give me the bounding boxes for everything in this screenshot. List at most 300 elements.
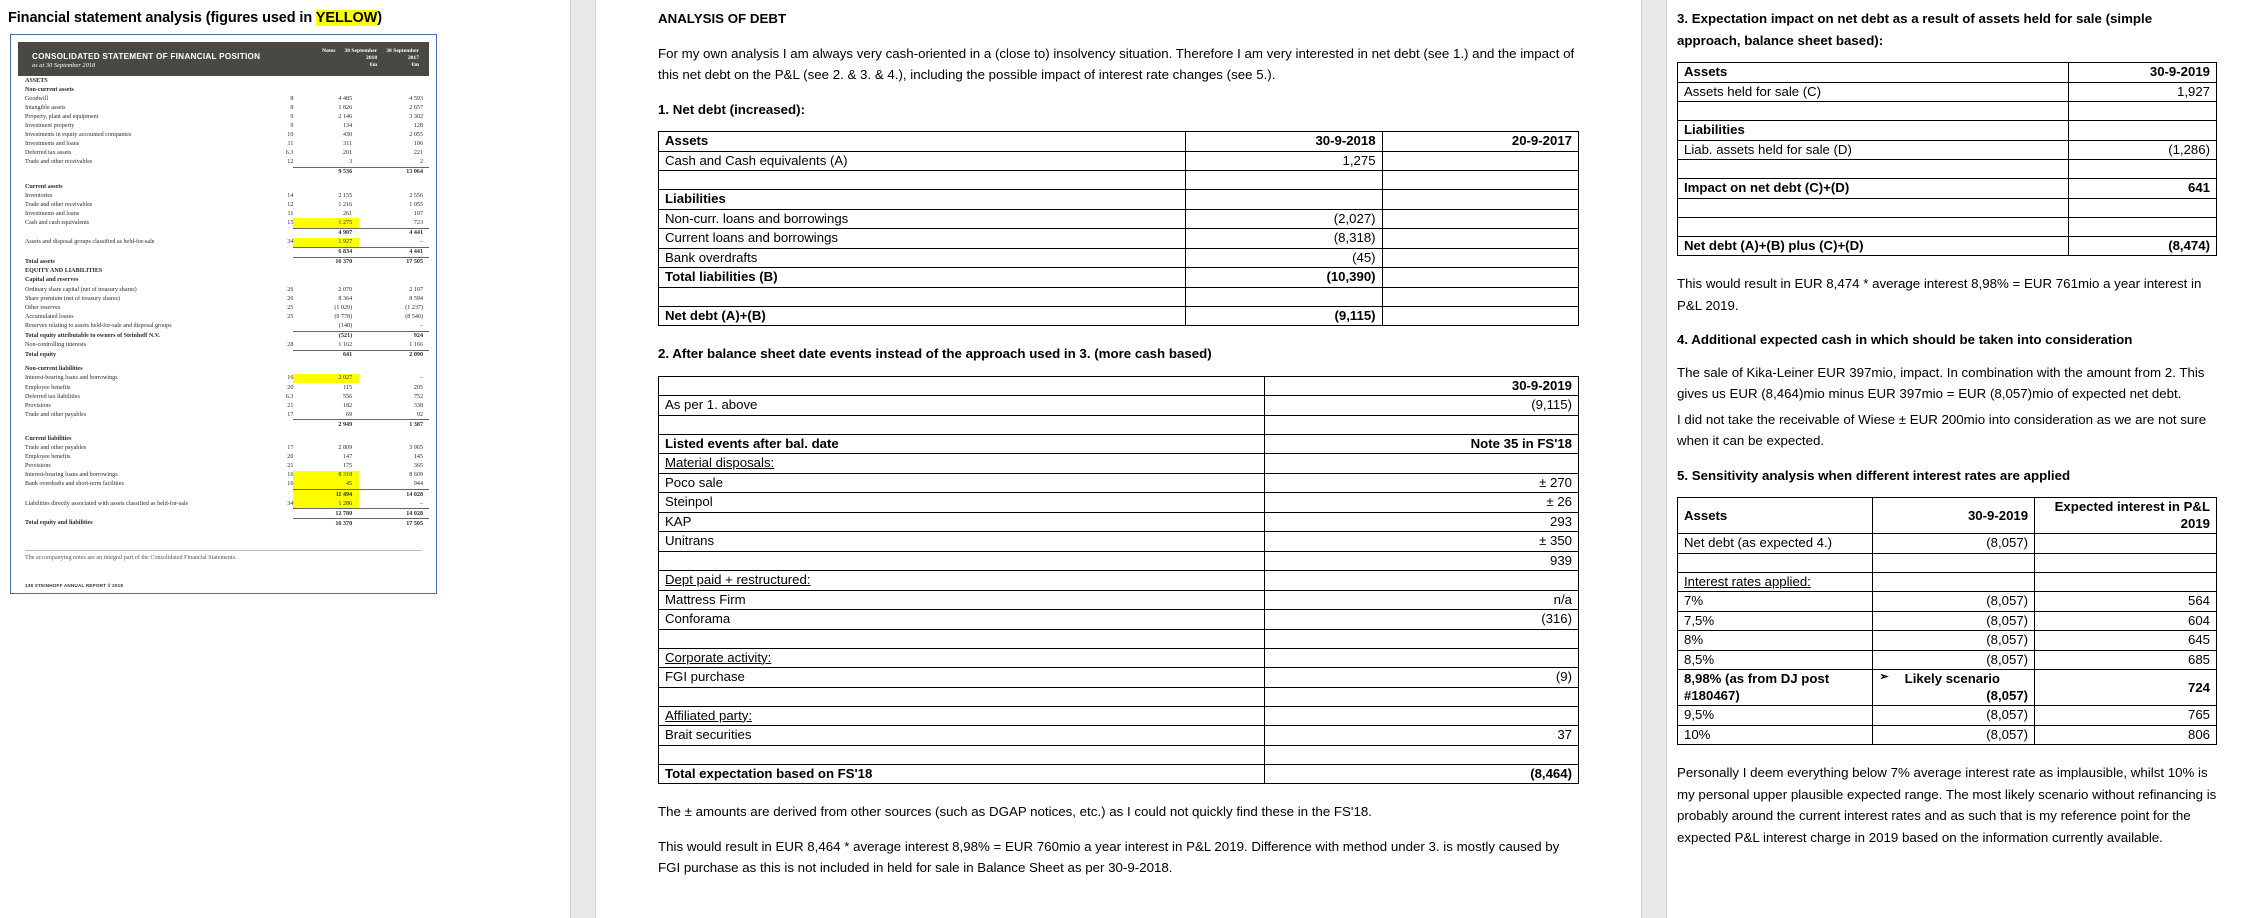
table-row bbox=[18, 420, 429, 430]
table-row bbox=[18, 209, 429, 218]
row-label: Provisions bbox=[25, 463, 51, 470]
table-row bbox=[659, 590, 1579, 610]
middle-column bbox=[596, 0, 1641, 918]
row-label: Material disposals: bbox=[659, 454, 1265, 474]
table-row bbox=[1678, 534, 2217, 554]
row-label: Trade and other receivables bbox=[25, 159, 93, 166]
table-row bbox=[659, 473, 1579, 493]
row-label: Total equity attributable to owners of Steinhoff N.V. bbox=[25, 332, 160, 339]
row-label: Trade and other payables bbox=[25, 445, 87, 452]
row-value-2018: 311 bbox=[343, 141, 353, 148]
row-label: 8,98% (as from DJ post #180467) bbox=[1678, 670, 1873, 706]
row-value-2017 bbox=[359, 267, 429, 276]
table-header-row bbox=[1678, 498, 2217, 534]
page-gutter-2 bbox=[1641, 0, 1667, 918]
row-label: Total liabilities (B) bbox=[659, 268, 1186, 288]
row-value: (8,057) bbox=[1873, 534, 2035, 554]
table-row bbox=[18, 509, 429, 519]
row-value-2017: 3 965 bbox=[409, 445, 423, 452]
row-value bbox=[1382, 209, 1578, 229]
row-value-2017: – bbox=[419, 322, 423, 329]
row-value bbox=[2068, 160, 2216, 179]
row-note: 11 bbox=[287, 141, 294, 148]
row-value bbox=[1382, 248, 1578, 268]
row-value: (8,057) bbox=[1873, 725, 2035, 745]
row-note: 26 bbox=[287, 295, 294, 302]
table-row bbox=[659, 687, 1579, 706]
table-row bbox=[659, 268, 1579, 288]
row-label bbox=[1678, 198, 2069, 217]
row-value: (8,057) bbox=[1873, 631, 2035, 651]
table-row bbox=[18, 471, 429, 480]
row-label: Investments and loans bbox=[25, 210, 80, 217]
row-value bbox=[1382, 306, 1578, 326]
row-label: KAP bbox=[659, 512, 1265, 532]
row-value-2017: 924 bbox=[359, 331, 429, 341]
table-row bbox=[1678, 121, 2217, 141]
right-column bbox=[1667, 0, 2217, 918]
row-value bbox=[1264, 648, 1578, 668]
row-value-2017: 14 028 bbox=[359, 509, 429, 519]
row-note: 8 bbox=[290, 104, 294, 111]
table-row bbox=[18, 350, 429, 360]
table-row bbox=[18, 490, 429, 500]
row-value: (8,464) bbox=[1264, 764, 1578, 784]
row-label: Capital and reserves bbox=[25, 277, 79, 284]
after-balance-sheet-events-table bbox=[658, 376, 1579, 785]
row-label: Total equity bbox=[25, 351, 57, 358]
row-label: Non-controlling interests bbox=[25, 342, 87, 349]
table-row bbox=[659, 764, 1579, 784]
row-label: Interest rates applied: bbox=[1678, 572, 1873, 592]
table-row bbox=[18, 158, 429, 168]
row-note bbox=[256, 420, 293, 430]
column-header-2018: 30 September 2018 €m bbox=[344, 48, 378, 69]
row-value-2017: 17 505 bbox=[359, 257, 429, 267]
row-label: Dept paid + restructured: bbox=[659, 571, 1265, 591]
row-label: Liabilities bbox=[659, 190, 1186, 210]
row-note: 9 bbox=[290, 122, 294, 129]
table-row bbox=[18, 444, 429, 453]
table-row bbox=[1678, 140, 2217, 160]
row-label bbox=[659, 745, 1265, 764]
row-label bbox=[659, 415, 1265, 434]
row-value: (8,057) bbox=[1873, 611, 2035, 631]
row-label: Accumulated losses bbox=[25, 313, 74, 320]
row-label: Current loans and borrowings bbox=[659, 229, 1186, 249]
row-value: (45) bbox=[1186, 248, 1382, 268]
row-value bbox=[1382, 268, 1578, 288]
assets-held-for-sale-table bbox=[1677, 62, 2217, 256]
page-title: Financial statement analysis (figures used in YELLOW) bbox=[8, 10, 382, 26]
table-row bbox=[18, 341, 429, 351]
row-label: Total expectation based on FS'18 bbox=[659, 764, 1265, 784]
row-note: 16 bbox=[287, 375, 294, 382]
row-value: 645 bbox=[2035, 631, 2217, 651]
column-header-2017: 30 September 2017 €m bbox=[386, 48, 419, 69]
table-row bbox=[1678, 706, 2217, 726]
row-value: (8,057) bbox=[1873, 650, 2035, 670]
row-label: ASSETS bbox=[25, 77, 48, 84]
table-row bbox=[18, 218, 429, 228]
row-value-2018: 8 318 bbox=[293, 471, 359, 480]
row-label: Total assets bbox=[25, 258, 55, 265]
row-value-2017: 1 387 bbox=[359, 420, 429, 430]
likely-scenario-arrow-icon: ➢ bbox=[1879, 671, 1889, 684]
row-label: 10% bbox=[1678, 725, 1873, 745]
row-value-2017: (8 540) bbox=[405, 313, 423, 320]
row-label: Liabilities directly associated with assets classified as held-for-sale bbox=[25, 500, 189, 507]
row-note: 34 bbox=[287, 239, 294, 246]
table-row bbox=[18, 480, 429, 490]
table-row bbox=[659, 610, 1579, 630]
row-note bbox=[256, 76, 293, 85]
row-value bbox=[1264, 687, 1578, 706]
table-row bbox=[18, 257, 429, 267]
row-note: 15 bbox=[287, 219, 294, 226]
row-value: (9,115) bbox=[1186, 306, 1382, 326]
table-row bbox=[18, 365, 429, 374]
row-value: ± 350 bbox=[1264, 532, 1578, 552]
row-value: (8,474) bbox=[2068, 236, 2216, 256]
column-header: 20-9-2017 bbox=[1382, 132, 1578, 152]
page-gutter-1 bbox=[570, 0, 596, 918]
row-value-2017: 128 bbox=[413, 122, 423, 129]
row-label: As per 1. above bbox=[659, 396, 1265, 416]
table-row bbox=[18, 112, 429, 121]
analysis-heading: ANALYSIS OF DEBT bbox=[658, 11, 787, 26]
column-header: 30-9-2019 bbox=[1873, 498, 2035, 534]
row-label: Non-curr. loans and borrowings bbox=[659, 209, 1186, 229]
section-3-title: 3. Expectation impact on net debt as a result of assets held for sale (simple approach, balance sheet based): bbox=[1677, 11, 2153, 48]
row-value-2017: 365 bbox=[413, 463, 423, 470]
left-column bbox=[0, 0, 570, 918]
table-row bbox=[659, 551, 1579, 571]
table-row bbox=[18, 285, 429, 294]
row-value-2018: 182 bbox=[342, 402, 353, 409]
row-value-2017: – bbox=[419, 239, 423, 246]
row-label bbox=[659, 687, 1265, 706]
row-value-2018 bbox=[293, 182, 359, 191]
row-value bbox=[1382, 151, 1578, 171]
row-label: Deferred tax assets bbox=[25, 150, 72, 157]
row-value bbox=[2035, 553, 2217, 572]
row-note bbox=[256, 247, 293, 257]
row-value: (10,390) bbox=[1186, 268, 1382, 288]
table-row bbox=[18, 312, 429, 321]
row-value-2017: 8 609 bbox=[409, 472, 423, 479]
row-value-2018: (1 029) bbox=[334, 304, 353, 311]
row-value-2018: 16 370 bbox=[293, 257, 359, 267]
row-note: 25 bbox=[287, 304, 294, 311]
table-row bbox=[659, 512, 1579, 532]
row-note bbox=[256, 509, 293, 519]
table-row bbox=[1678, 670, 2217, 706]
row-value-2017: 3 302 bbox=[409, 113, 423, 120]
row-label: Cash and cash equivalents bbox=[25, 219, 90, 226]
row-value-2017 bbox=[359, 85, 429, 94]
row-label: Current assets bbox=[25, 183, 63, 190]
row-value-2017: 944 bbox=[413, 481, 423, 488]
row-value-2017: 2 556 bbox=[409, 192, 423, 199]
row-label bbox=[18, 420, 256, 430]
row-value: (2,027) bbox=[1186, 209, 1382, 229]
row-label bbox=[1678, 160, 2069, 179]
row-label: Non-current assets bbox=[25, 86, 74, 93]
row-label bbox=[18, 247, 256, 257]
row-value-2018: 556 bbox=[342, 393, 353, 400]
row-value bbox=[2035, 534, 2217, 554]
row-label: Steinpol bbox=[659, 493, 1265, 513]
analysis-intro: For my own analysis I am always very cash-oriented in a (close to) insolvency situation. Therefore I am very interested in net debt (see 1.) and the impact of this net debt on the P&L (see 2. & 3. & 4.), including the possible impact of interest rate changes (see 5.). bbox=[658, 45, 1575, 83]
row-label: Cash and Cash equivalents (A) bbox=[659, 151, 1186, 171]
table-row bbox=[18, 94, 429, 103]
row-value-2017: 4 441 bbox=[359, 228, 429, 238]
table-row bbox=[18, 276, 429, 285]
row-value: (8,057) bbox=[1873, 706, 2035, 726]
note-section-4b: I did not take the receivable of Wiese ± EUR 200mio into consideration as we are not sure when it can be expected. bbox=[1677, 411, 2207, 449]
row-note: 17 bbox=[287, 411, 294, 418]
table-row bbox=[18, 76, 429, 85]
row-value-2018: 175 bbox=[342, 463, 353, 470]
table-row bbox=[18, 267, 429, 276]
row-value bbox=[2068, 217, 2216, 236]
row-value bbox=[1186, 287, 1382, 306]
row-value-2017: 752 bbox=[413, 393, 423, 400]
row-value-2017: 2 090 bbox=[359, 350, 429, 360]
row-value-2017: 723 bbox=[413, 219, 423, 226]
row-value-2018 bbox=[293, 85, 359, 94]
table-row bbox=[659, 571, 1579, 591]
table-row bbox=[18, 121, 429, 130]
row-value-2017: – bbox=[419, 375, 423, 382]
table-row bbox=[1678, 725, 2217, 745]
table-header-row bbox=[1678, 63, 2217, 83]
table-row bbox=[18, 238, 429, 248]
row-value-2017 bbox=[359, 276, 429, 285]
column-header: 30-9-2019 bbox=[1264, 376, 1578, 396]
table-row bbox=[1678, 631, 2217, 651]
row-value: 685 bbox=[2035, 650, 2217, 670]
row-value: ± 270 bbox=[1264, 473, 1578, 493]
row-value-2018: 1 826 bbox=[338, 104, 353, 111]
row-label: Net debt (A)+(B) bbox=[659, 306, 1186, 326]
column-header: 30-9-2019 bbox=[2068, 63, 2216, 83]
row-value bbox=[1186, 171, 1382, 190]
row-value: 765 bbox=[2035, 706, 2217, 726]
row-label: Investments in equity accounted companies bbox=[25, 132, 132, 139]
report-header-title: CONSOLIDATED STATEMENT OF FINANCIAL POSITION bbox=[32, 52, 261, 62]
row-value: 939 bbox=[1264, 551, 1578, 571]
row-value-2018: 2 146 bbox=[338, 113, 353, 120]
row-note bbox=[256, 167, 293, 177]
row-label: Inventories bbox=[25, 192, 53, 199]
row-label bbox=[1678, 553, 1873, 572]
row-note: 12 bbox=[287, 159, 294, 166]
row-value: (8,057) bbox=[1873, 592, 2035, 612]
column-header: 30-9-2018 bbox=[1186, 132, 1382, 152]
table-row bbox=[1678, 611, 2217, 631]
row-label: Employee benefits bbox=[25, 384, 71, 391]
table-row bbox=[1678, 553, 2217, 572]
row-value-2018: 2 949 bbox=[293, 420, 359, 430]
table-row bbox=[659, 532, 1579, 552]
row-value bbox=[2068, 102, 2216, 121]
row-value bbox=[1382, 287, 1578, 306]
table-row bbox=[659, 726, 1579, 746]
row-label: Assets and disposal groups classified as held-for-sale bbox=[25, 239, 155, 246]
row-value-2018 bbox=[293, 276, 359, 285]
row-label bbox=[659, 287, 1186, 306]
row-label: 7% bbox=[1678, 592, 1873, 612]
row-label: Property, plant and equipment bbox=[25, 113, 99, 120]
row-label: Corporate activity: bbox=[659, 648, 1265, 668]
row-note: 25 bbox=[287, 313, 294, 320]
table-row bbox=[1678, 217, 2217, 236]
table-row bbox=[18, 303, 429, 312]
row-label: Net debt (A)+(B) plus (C)+(D) bbox=[1678, 236, 2069, 256]
row-value bbox=[2035, 572, 2217, 592]
row-note bbox=[256, 276, 293, 285]
table-row bbox=[659, 706, 1579, 726]
row-label bbox=[1678, 102, 2069, 121]
row-label: 9,5% bbox=[1678, 706, 1873, 726]
table-row bbox=[18, 519, 429, 529]
row-label bbox=[18, 509, 256, 519]
row-value-2018 bbox=[293, 434, 359, 443]
row-value-2018: 2 070 bbox=[338, 286, 353, 293]
row-note: 16 bbox=[287, 472, 294, 479]
row-label bbox=[659, 171, 1186, 190]
row-value-2018: 115 bbox=[343, 384, 353, 391]
net-debt-table bbox=[658, 131, 1579, 326]
row-label: Investment property bbox=[25, 122, 75, 129]
row-note bbox=[256, 519, 293, 529]
row-value-2018: 1 275 bbox=[293, 218, 359, 228]
table-row bbox=[18, 401, 429, 410]
row-value-2018: (9 778) bbox=[334, 313, 353, 320]
table-row bbox=[659, 454, 1579, 474]
row-value-2017: – bbox=[419, 500, 423, 507]
row-label: Goodwill bbox=[25, 95, 49, 102]
row-note bbox=[256, 85, 293, 94]
row-value-2018: 2 155 bbox=[338, 192, 353, 199]
row-value-2018: (521) bbox=[293, 331, 359, 341]
report-header-bar bbox=[18, 42, 429, 76]
table-row bbox=[659, 396, 1579, 416]
table-row bbox=[1678, 198, 2217, 217]
row-label bbox=[18, 228, 256, 238]
row-label: Deferred tax liabilities bbox=[25, 393, 80, 400]
row-label bbox=[659, 551, 1265, 571]
row-label: FGI purchase bbox=[659, 668, 1265, 688]
row-value bbox=[1873, 553, 2035, 572]
row-note: 21 bbox=[287, 402, 294, 409]
note-section-5: Personally I deem everything below 7% average interest rate as implausible, whilst 10% is my personal upper plausible expected range. The most likely scenario without refinancing is probably around the current interest rates and as such that is my reference point for the expected P&L interest charge in 2019 based on the information currently available. bbox=[1677, 765, 2217, 845]
row-value-2017: 17 505 bbox=[359, 519, 429, 529]
row-value-2017: 2 107 bbox=[409, 286, 423, 293]
table-row bbox=[18, 462, 429, 471]
table-row bbox=[659, 648, 1579, 668]
row-value-2018 bbox=[293, 76, 359, 85]
row-label: Current liabilities bbox=[25, 435, 72, 442]
table-row bbox=[659, 415, 1579, 434]
report-header-subtitle: as at 30 September 2018 bbox=[32, 61, 96, 69]
row-value: 641 bbox=[2068, 179, 2216, 199]
row-value: 604 bbox=[2035, 611, 2217, 631]
row-value bbox=[2068, 121, 2216, 141]
row-value-2018: 430 bbox=[342, 132, 353, 139]
table-row bbox=[659, 209, 1579, 229]
row-label: Interest-bearing loans and borrowings bbox=[25, 472, 118, 479]
table-row bbox=[1678, 650, 2217, 670]
row-value: 293 bbox=[1264, 512, 1578, 532]
row-label: Share premium (net of treasury shares) bbox=[25, 295, 120, 302]
row-value: 1,275 bbox=[1186, 151, 1382, 171]
row-value-2018: 147 bbox=[342, 454, 353, 461]
row-value bbox=[1264, 745, 1578, 764]
row-note: 8 bbox=[290, 95, 294, 102]
row-value-2017 bbox=[359, 365, 429, 374]
row-value-2017: 92 bbox=[416, 411, 423, 418]
row-label: Reserves relating to assets held-for-sale and disposal groups bbox=[25, 322, 172, 329]
row-value: (8,318) bbox=[1186, 229, 1382, 249]
row-value-2018: 16 370 bbox=[293, 519, 359, 529]
section-5-title: 5. Sensitivity analysis when different interest rates are applied bbox=[1677, 467, 2071, 483]
row-note bbox=[256, 434, 293, 443]
row-value bbox=[1382, 229, 1578, 249]
table-row bbox=[18, 182, 429, 191]
row-label: Conforama bbox=[659, 610, 1265, 630]
row-label: Trade and other receivables bbox=[25, 201, 93, 208]
row-value-2018: 9 536 bbox=[293, 167, 359, 177]
table-row bbox=[659, 151, 1579, 171]
row-value-2017 bbox=[359, 434, 429, 443]
row-value: 564 bbox=[2035, 592, 2217, 612]
note-interest-calc: This would result in EUR 8,464 * average interest 8,98% = EUR 760mio a year interest in P&L 2019. Difference with method under 3. is mostly caused by FGI purchase as this is not included in held for sale in Balance Sheet as per 30-9-2018. bbox=[658, 838, 1560, 876]
table-row bbox=[18, 167, 429, 177]
row-value bbox=[1382, 171, 1578, 190]
row-value: 37 bbox=[1264, 726, 1578, 746]
table-row bbox=[18, 453, 429, 462]
row-label: Affiliated party: bbox=[659, 706, 1265, 726]
row-note: 12 bbox=[287, 201, 294, 208]
table-header-row bbox=[659, 132, 1579, 152]
sensitivity-analysis-table bbox=[1677, 497, 2217, 745]
financial-position-table bbox=[18, 76, 429, 528]
row-label: Employee benefits bbox=[25, 454, 71, 461]
row-value: Note 35 in FS'18 bbox=[1264, 434, 1578, 454]
row-label: Interest-bearing loans and borrowings bbox=[25, 375, 118, 382]
row-label: 8% bbox=[1678, 631, 1873, 651]
row-label bbox=[18, 167, 256, 177]
row-label: Impact on net debt (C)+(D) bbox=[1678, 179, 2069, 199]
row-note bbox=[256, 365, 293, 374]
row-note: 26 bbox=[287, 286, 294, 293]
table-row bbox=[1678, 82, 2217, 102]
row-label: 8,5% bbox=[1678, 650, 1873, 670]
row-value bbox=[1264, 415, 1578, 434]
yellow-highlight-word: YELLOW bbox=[315, 10, 378, 26]
table-row bbox=[18, 499, 429, 509]
row-label: Provisions bbox=[25, 402, 51, 409]
column-header: Expected interest in P&L 2019 bbox=[2035, 498, 2217, 534]
row-value: n/a bbox=[1264, 590, 1578, 610]
row-label: Ordinary share capital (net of treasury shares) bbox=[25, 286, 137, 293]
row-value-2018 bbox=[293, 365, 359, 374]
row-note bbox=[256, 257, 293, 267]
row-value-2018 bbox=[293, 267, 359, 276]
